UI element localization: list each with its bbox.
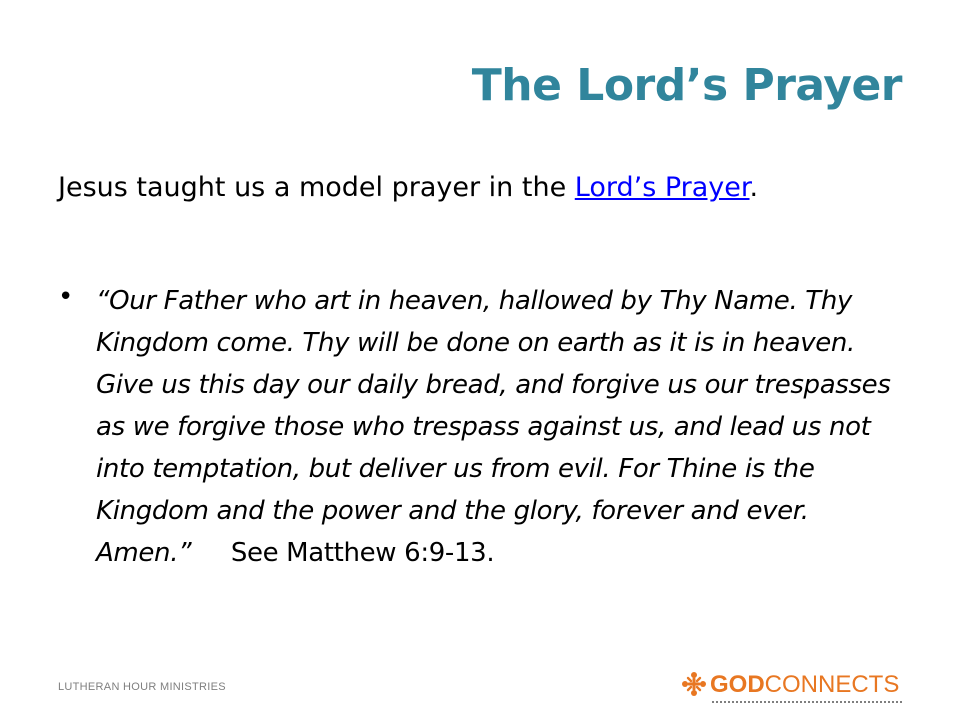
bullet-icon: •: [58, 282, 74, 312]
slide-title: The Lord’s Prayer: [471, 60, 902, 111]
prayer-quote: “Our Father who art in heaven, hallowed by Thy Name. Thy Kingdom come. Thy will be done on earth as it is in heaven. Give us this day our daily bread, and forgive us our trespasses as we forgive those who trespass against us, and lead us not into temptation, but deliver us from evil. For Thine is the Kingdom and the power and the glory, forever and ever. Amen.”: [96, 286, 891, 568]
logo-dotted-underline: [712, 701, 902, 703]
intro-line: [58, 172, 758, 203]
scripture-reference: See Matthew 6:9-13.: [230, 538, 495, 568]
people-circle-icon: [680, 670, 708, 702]
intro-text: Jesus taught us a model prayer in the: [58, 172, 575, 203]
logo-god: GOD: [710, 671, 765, 698]
intro-period: .: [749, 172, 759, 203]
godconnects-logo: [680, 668, 910, 708]
footer-organization: LUTHERAN HOUR MINISTRIES: [58, 681, 226, 693]
logo-wordmark: [710, 671, 899, 699]
logo-connects: CONNECTS: [764, 671, 900, 698]
lords-prayer-link[interactable]: Lord’s Prayer: [574, 172, 750, 203]
bullet-text: [96, 280, 908, 574]
